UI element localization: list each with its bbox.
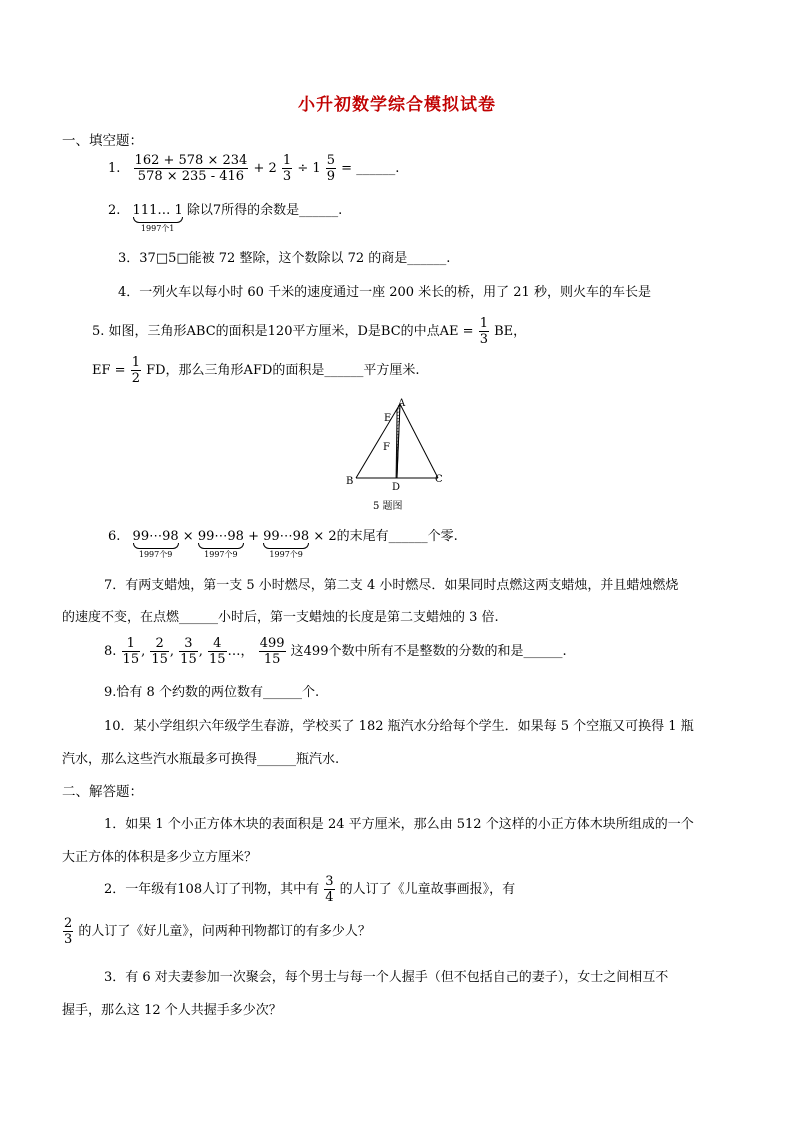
fraction-numerator: 2 bbox=[155, 636, 164, 651]
fraction-denominator: 578 × 235 - 416 bbox=[134, 168, 249, 184]
problem-3-line-2: 握手，那么这 12 个人共握手多少次？ bbox=[62, 1003, 282, 1018]
fraction bbox=[122, 636, 141, 667]
section-heading-fill-blanks: 一、填空题： bbox=[62, 133, 143, 149]
fraction-numerator: 2 bbox=[64, 916, 73, 931]
question-text: EF = bbox=[92, 363, 126, 378]
question-10-line-2: 汽水，那么这些汽水瓶最多可换得______瓶汽水. bbox=[62, 752, 340, 767]
fraction-numerator: 1 bbox=[282, 153, 292, 168]
fraction-denominator: 15 bbox=[151, 652, 168, 667]
question-2 bbox=[108, 199, 343, 233]
fraction-one-half bbox=[131, 355, 141, 386]
section-heading-solve: 二、解答题： bbox=[62, 784, 143, 800]
problem-2-line-1 bbox=[104, 874, 515, 905]
problem-2-line-2 bbox=[62, 916, 371, 947]
fraction-five-ninths bbox=[326, 153, 336, 184]
question-text: 除以7所得的余数是______. bbox=[186, 203, 343, 218]
fraction-one-third bbox=[479, 316, 489, 347]
fraction-last bbox=[259, 636, 286, 667]
fraction-main bbox=[134, 153, 249, 184]
problem-1-line-1: 1．如果 1 个小正方体木块的表面积是 24 平方厘米，那么由 512 个这样的小正方体木块所组成的一个 bbox=[104, 817, 694, 832]
fraction-numerator: 4 bbox=[213, 636, 222, 651]
fraction-denominator: 2 bbox=[131, 371, 140, 386]
question-text: 的人订了《儿童故事画报》，有 bbox=[339, 882, 516, 897]
fraction-denominator: 15 bbox=[259, 651, 286, 667]
underbrace-label: 1997个1 bbox=[140, 224, 175, 233]
fraction-numerator: 499 bbox=[259, 636, 285, 651]
label-d: D bbox=[392, 482, 401, 493]
fraction-numerator: 1 bbox=[126, 636, 135, 651]
question-10-line-1: 10．某小学组织六年级学生春游，学校买了 182 瓶汽水分给每个学生．如果每 5 个空瓶又可换得 1 瓶 bbox=[104, 719, 694, 734]
question-5-line-1 bbox=[92, 316, 526, 347]
fraction bbox=[150, 636, 169, 667]
plus-two: + 2 bbox=[253, 161, 277, 176]
question-number: 2. bbox=[108, 203, 121, 218]
question-text: × 2的末尾有______个零. bbox=[313, 529, 458, 544]
question-4: 4．一列火车以每小时 60 千米的速度通过一座 200 米长的桥，用了 21 秒，则火车的车长是 bbox=[118, 285, 651, 300]
fraction-denominator: 9 bbox=[326, 169, 336, 184]
fraction-numerator: 1 bbox=[131, 355, 140, 370]
problem-3-line-1: 3．有 6 对夫妻参加一次聚会，每个男士与每一个人握手（但不包括自己的妻子），女士之间相互不 bbox=[104, 970, 669, 985]
fraction-denominator: 4 bbox=[325, 890, 334, 905]
problem-1-line-2: 大正方体的体积是多少立方厘米？ bbox=[62, 850, 258, 865]
question-9: 9.恰有 8 个约数的两位数有______个. bbox=[104, 685, 320, 700]
fraction-denominator: 15 bbox=[180, 652, 197, 667]
repeated-nines: 99⋯98 bbox=[132, 529, 179, 544]
question-text: FD，那么三角形AFD的面积是______平方厘米. bbox=[146, 363, 420, 378]
page-title: 小升初数学综合模拟试卷 bbox=[298, 95, 496, 115]
fraction-numerator: 162 + 578 × 234 bbox=[134, 153, 248, 168]
fraction-numerator: 5 bbox=[326, 153, 336, 168]
fraction-denominator: 3 bbox=[64, 932, 73, 947]
fraction-denominator: 15 bbox=[122, 652, 140, 667]
question-3: 3．37□5□能被 72 整除，这个数除以 72 的商是______. bbox=[118, 251, 451, 266]
question-number: 6. bbox=[108, 529, 121, 544]
fraction-numerator: 1 bbox=[479, 316, 488, 331]
label-e: E bbox=[384, 413, 392, 424]
fraction-one-third bbox=[282, 153, 292, 184]
question-5-line-2 bbox=[92, 355, 420, 386]
label-b: B bbox=[346, 476, 354, 487]
question-text: 这499个数中所有不是整数的分数的和是______. bbox=[290, 644, 567, 659]
question-text: BE， bbox=[494, 324, 527, 339]
fraction-numerator: 3 bbox=[184, 636, 193, 651]
divide-one: ÷ 1 bbox=[297, 161, 321, 176]
side-ac bbox=[400, 404, 438, 478]
underbrace-label: 1997个9 bbox=[138, 550, 173, 559]
underbrace-group bbox=[197, 529, 244, 559]
question-number: 1. bbox=[108, 161, 121, 176]
question-text: 的人订了《好儿童》，问两种刊物都订的有多少人？ bbox=[78, 924, 371, 939]
triangle-figure bbox=[340, 398, 450, 518]
fraction-numerator: 3 bbox=[325, 874, 334, 889]
question-1 bbox=[108, 153, 399, 184]
underbrace-label: 1997个9 bbox=[204, 550, 238, 559]
label-f: F bbox=[383, 442, 390, 453]
side-ab bbox=[356, 404, 400, 478]
ellipsis: …， bbox=[227, 644, 254, 659]
question-7-line-2: 的速度不变，在点燃______小时后，第一支蜡烛的长度是第二支蜡烛的 3 倍. bbox=[62, 610, 499, 625]
figure-caption: 5 题图 bbox=[373, 501, 403, 512]
operator: + bbox=[248, 529, 259, 544]
underbrace-group bbox=[132, 203, 183, 233]
fraction-three-quarters bbox=[324, 874, 334, 905]
underbrace-label: 1997个9 bbox=[269, 550, 303, 559]
fraction bbox=[179, 636, 198, 667]
question-number: 8. bbox=[104, 644, 117, 659]
question-text: 2．一年级有108人订了刊物，其中有 bbox=[104, 882, 320, 897]
operator: × bbox=[182, 529, 194, 544]
repeated-ones: 111… 1 bbox=[132, 203, 183, 218]
fraction-denominator: 3 bbox=[479, 332, 488, 347]
underbrace-group bbox=[132, 529, 179, 559]
fraction-denominator: 15 bbox=[208, 652, 226, 667]
question-text: 5. 如图，三角形ABC的面积是120平方厘米，D是BC的中点AE = bbox=[92, 324, 474, 339]
repeated-nines: 99⋯98 bbox=[263, 529, 310, 544]
fraction bbox=[208, 636, 227, 667]
question-6 bbox=[108, 525, 458, 559]
fraction-denominator: 3 bbox=[282, 169, 292, 184]
question-8: 8. $\frac{1}{15}$ , $\frac{2}{15}$ , $\frac{3}{15}$ , $\frac{4}{15}$ …， $\frac{499}{15}$ 这499个数中所有不是整数的分数的和是______. bbox=[104, 636, 567, 667]
fraction-two-thirds bbox=[63, 916, 73, 947]
underbrace-group bbox=[263, 529, 310, 559]
label-a: A bbox=[398, 398, 406, 409]
answer-blank: = ______. bbox=[341, 161, 400, 176]
question-7-line-1: 7．有两支蜡烛，第一支 5 小时燃尽，第二支 4 小时燃尽．如果同时点燃这两支蜡烛，并且蜡烛燃烧 bbox=[104, 578, 679, 593]
label-c: C bbox=[435, 474, 443, 485]
repeated-nines: 99⋯98 bbox=[197, 529, 244, 544]
